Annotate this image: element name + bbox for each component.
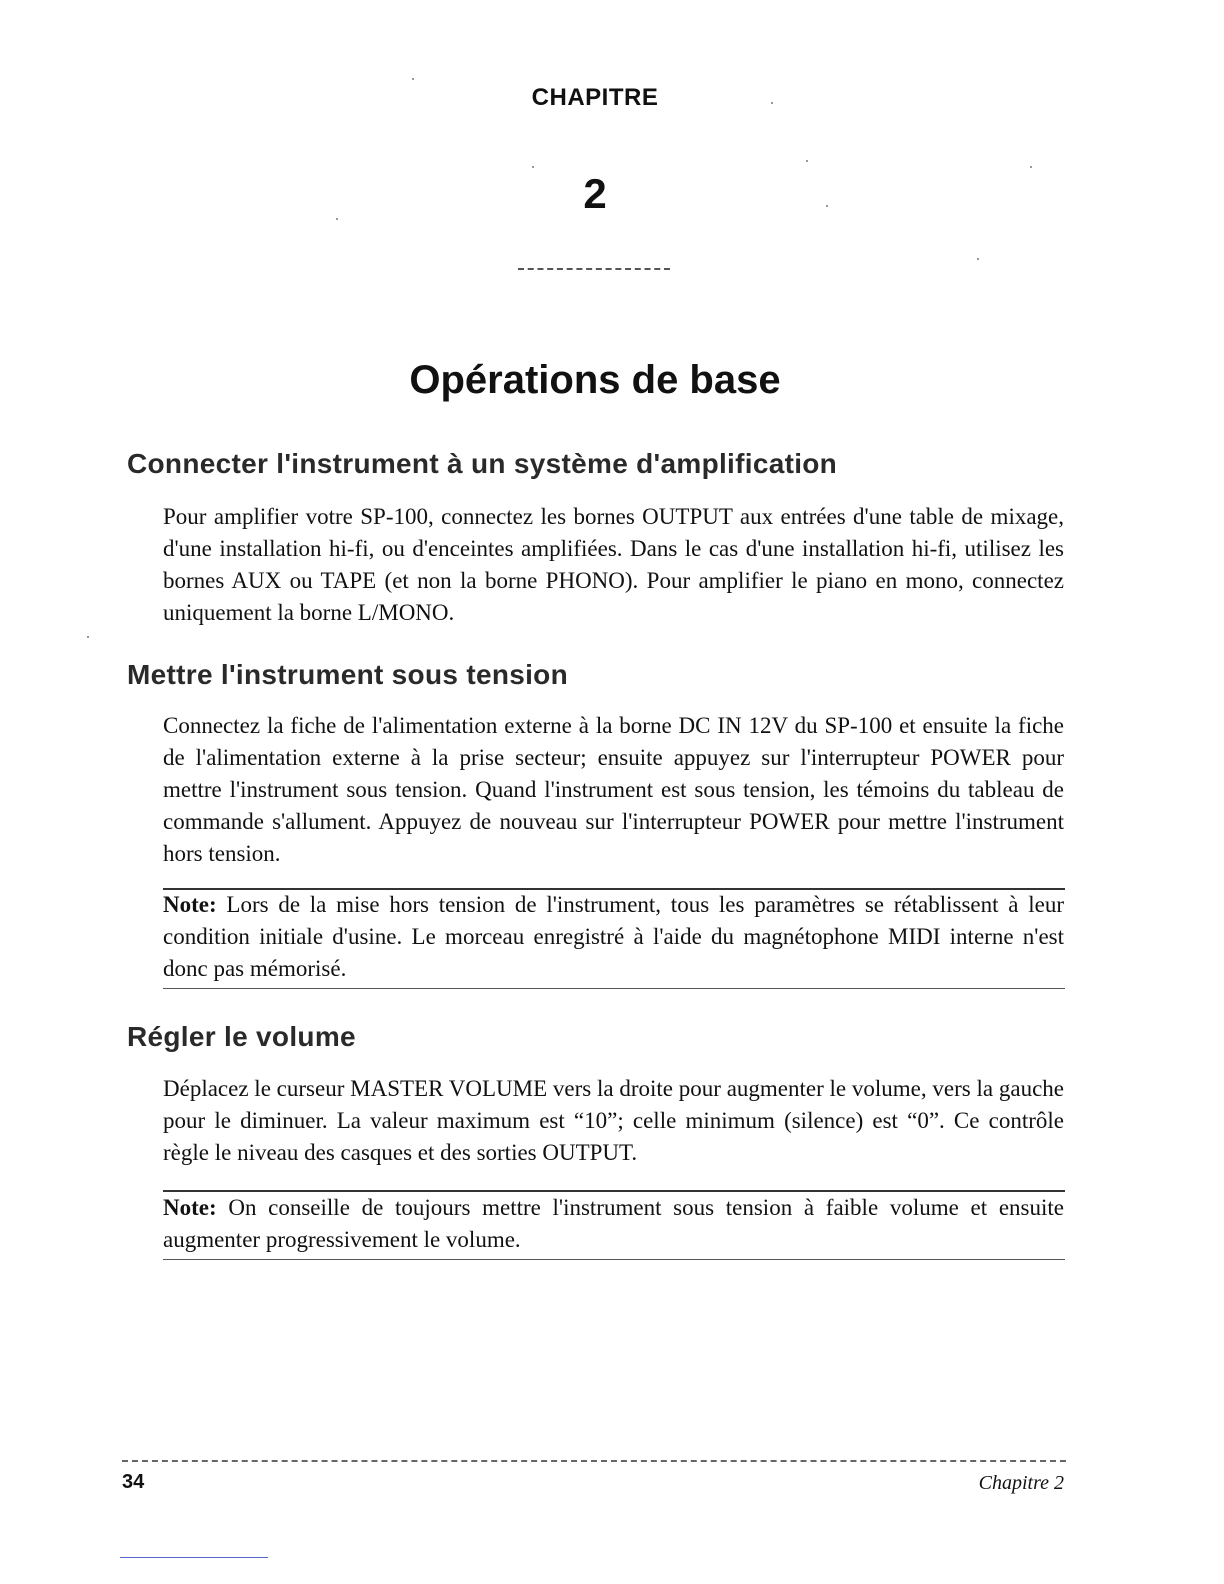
section-paragraph: Pour amplifier votre SP-100, connectez les bornes OUTPUT aux entrées d'une table de mixage, d'une installation hi-fi, ou d'enceintes amplifiées. Dans le cas d'une installation hi-fi, utilisez les bornes AUX ou TAPE (et non la borne PHONO). Pour amplifier le piano en mono, connectez uniquement la borne L/MONO.	[163, 504, 1064, 625]
scan-speck	[87, 636, 89, 638]
scan-speck	[1030, 166, 1032, 168]
scan-speck	[806, 160, 808, 162]
chapter-label: CHAPITRE	[531, 84, 659, 111]
section-heading: Connecter l'instrument à un système d'amplification	[127, 448, 838, 479]
note-box	[163, 889, 1064, 985]
section-paragraph: Connectez la fiche de l'alimentation externe à la borne DC IN 12V du SP-100 et ensuite la fiche de l'alimentation externe à la prise secteur; ensuite appuyez sur l'interrupteur POWER pour mettre l'instrument sous tension. Quand l'instrument est sous tension, les témoins du tableau de commande s'allument. Appuyez de nouveau sur l'interrupteur POWER pour mettre l'instrument hors tension.	[163, 713, 1064, 866]
section-heading: Régler le volume	[127, 1021, 356, 1052]
note-text: On conseille de toujours mettre l'instrument sous tension à faible volume et ensuite augmenter progressivement le volume.	[163, 1195, 1064, 1252]
bottom-scan-rule	[120, 1557, 268, 1558]
page-number: 34	[122, 1471, 145, 1493]
note-label: Note:	[163, 892, 217, 917]
scan-speck	[412, 78, 414, 80]
note-rule-bottom	[163, 988, 1065, 989]
scan-speck	[826, 205, 828, 207]
footer-chapter-ref: Chapitre 2	[978, 1472, 1064, 1494]
section-heading: Mettre l'instrument sous tension	[127, 659, 568, 690]
scan-speck	[336, 218, 338, 220]
section-paragraph: Déplacez le curseur MASTER VOLUME vers la droite pour augmenter le volume, vers la gauche pour le diminuer. La valeur maximum est “10”; celle minimum (silence) est “0”. Ce contrôle règle le niveau des casques et des sorties OUTPUT.	[163, 1076, 1064, 1165]
note-rule-bottom	[163, 1259, 1065, 1260]
chapter-divider	[518, 268, 670, 270]
footer-divider	[122, 1460, 1066, 1462]
note-box	[163, 1192, 1064, 1256]
scan-speck	[771, 102, 773, 104]
scan-speck	[977, 258, 979, 260]
scan-speck	[532, 166, 534, 168]
chapter-number: 2	[583, 170, 607, 217]
note-label: Note:	[163, 1195, 217, 1220]
note-text: Lors de la mise hors tension de l'instrument, tous les paramètres se rétablissent à leur condition initiale d'usine. Le morceau enregistré à l'aide du magnétophone MIDI interne n'est donc pas mémorisé.	[163, 892, 1064, 981]
page-title: Opérations de base	[409, 358, 781, 402]
